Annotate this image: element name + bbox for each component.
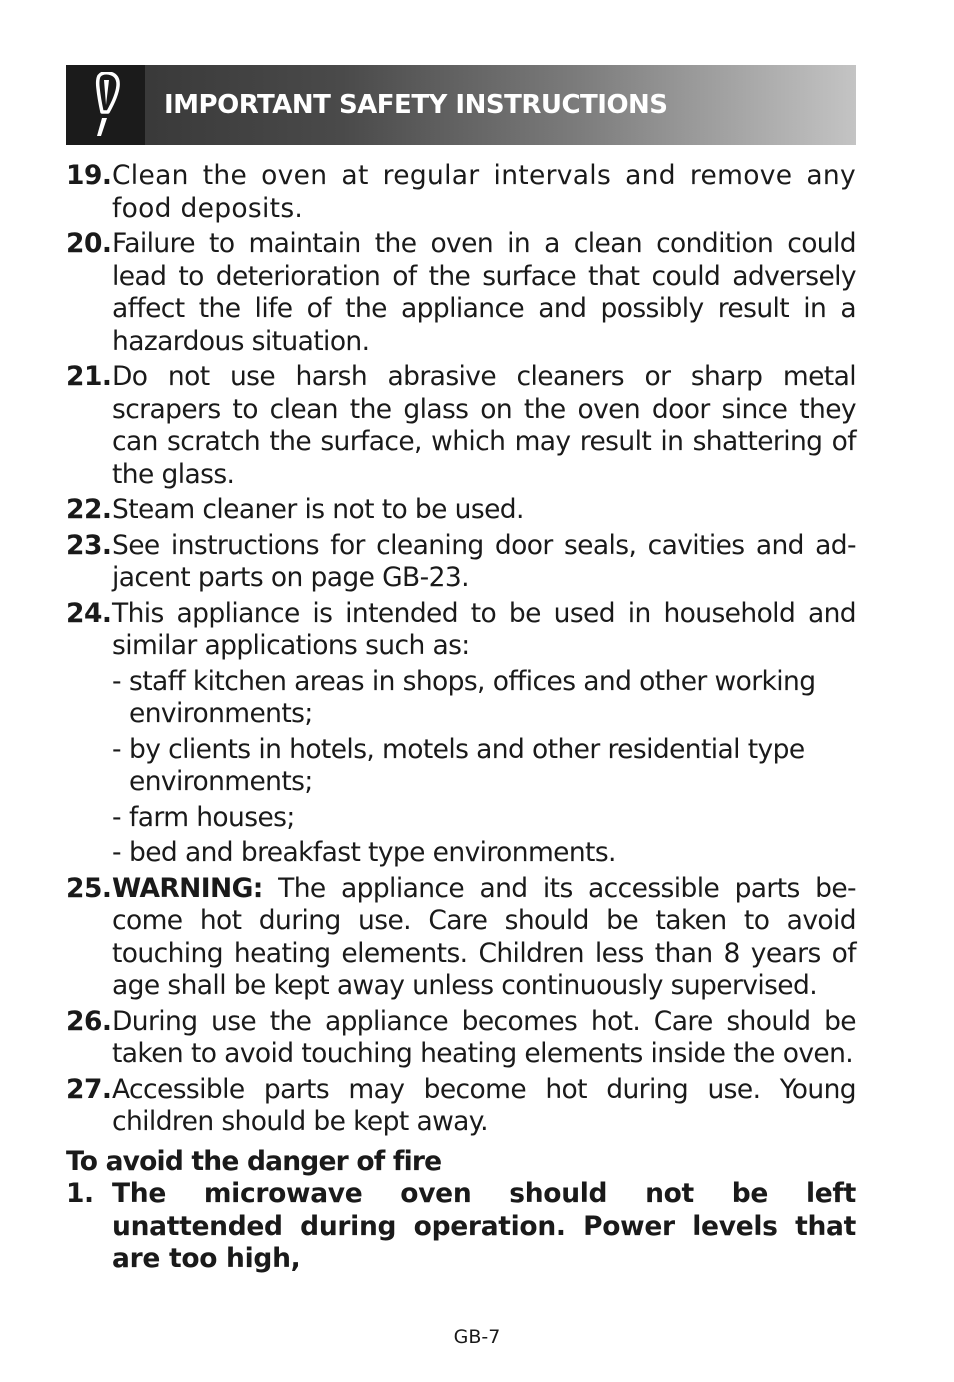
item-text: Do not use harsh abrasive cleaners or sharp metal scrapers to clean the glass on the oven door since they can scratch the surface, which may result in shattering of the glass. [112, 361, 856, 490]
list-dash: - [112, 801, 121, 833]
item-text: During use the appliance becomes hot. Care should be taken to avoid touching heating elements inside the oven. [112, 1005, 856, 1069]
item-text [112, 873, 856, 1003]
warning-exclamation-icon [89, 72, 123, 138]
instruction-item [66, 361, 856, 491]
item-text: Steam cleaner is not to be used. [112, 494, 524, 525]
instruction-item [66, 1006, 856, 1071]
instruction-item [66, 160, 856, 225]
sub-list-item [66, 802, 856, 835]
fire-instruction-item [66, 1178, 856, 1276]
warning-label: WARNING: [112, 872, 263, 904]
item-number: 1. [66, 1178, 94, 1209]
item-text: Failure to maintain the oven in a clean condition could lead to deterioration of the surface that could adversely affect the life of the appliance and possibly result in a hazardous situation. [112, 228, 856, 357]
item-text: See instructions for cleaning door seals, cavities and ad-jacent parts on page GB-23. [112, 529, 856, 593]
item-number: 26. [66, 1005, 112, 1037]
item-text: The microwave oven should not be left unattended during operation. Power levels that are too high, [112, 1178, 856, 1274]
warning-text: The appliance and its accessible parts be-come hot during use. Care should be taken to avoid touching heating elements. Children less than 8 years of age shall be kept away unless continuously supervised. [112, 872, 856, 1001]
sub-item-text: bed and breakfast type environments. [129, 837, 616, 868]
header-icon-box [66, 65, 145, 145]
instruction-item [66, 228, 856, 358]
instruction-item [66, 1074, 856, 1139]
item-number: 25. [66, 872, 112, 904]
item-text: This appliance is intended to be used in household and similar applications such as: [112, 597, 856, 661]
item-number: 27. [66, 1073, 112, 1105]
sub-item-text: staff kitchen areas in shops, offices and other working environments; [129, 665, 816, 729]
item-number: 21. [66, 361, 112, 392]
instruction-item [66, 530, 856, 595]
item-number: 20. [66, 228, 112, 259]
instruction-item [66, 873, 856, 1003]
instruction-item [66, 598, 856, 663]
item-number: 22. [66, 494, 112, 525]
item-text: Clean the oven at regular intervals and remove any food deposits. [112, 160, 856, 224]
item-text: Accessible parts may become hot during use. Young children should be kept away. [112, 1073, 856, 1137]
item-number: 23. [66, 529, 112, 561]
sub-item-text: farm houses; [129, 801, 295, 833]
list-dash: - [112, 837, 121, 868]
item-number: 19. [66, 160, 112, 191]
page-title: IMPORTANT SAFETY INSTRUCTIONS [164, 90, 668, 120]
sub-item-text: by clients in hotels, motels and other residential type environments; [129, 733, 805, 797]
list-dash: - [112, 665, 121, 697]
list-dash: - [112, 733, 121, 765]
instructions-list [66, 160, 856, 1279]
sub-list-item [66, 837, 856, 870]
section-header [66, 65, 856, 145]
item-number: 24. [66, 597, 112, 629]
sub-list-item [66, 666, 856, 731]
sub-list-item [66, 734, 856, 799]
instruction-item [66, 494, 856, 527]
page-number: GB-7 [453, 1326, 501, 1348]
section-title: To avoid the danger of fire [66, 1145, 442, 1177]
